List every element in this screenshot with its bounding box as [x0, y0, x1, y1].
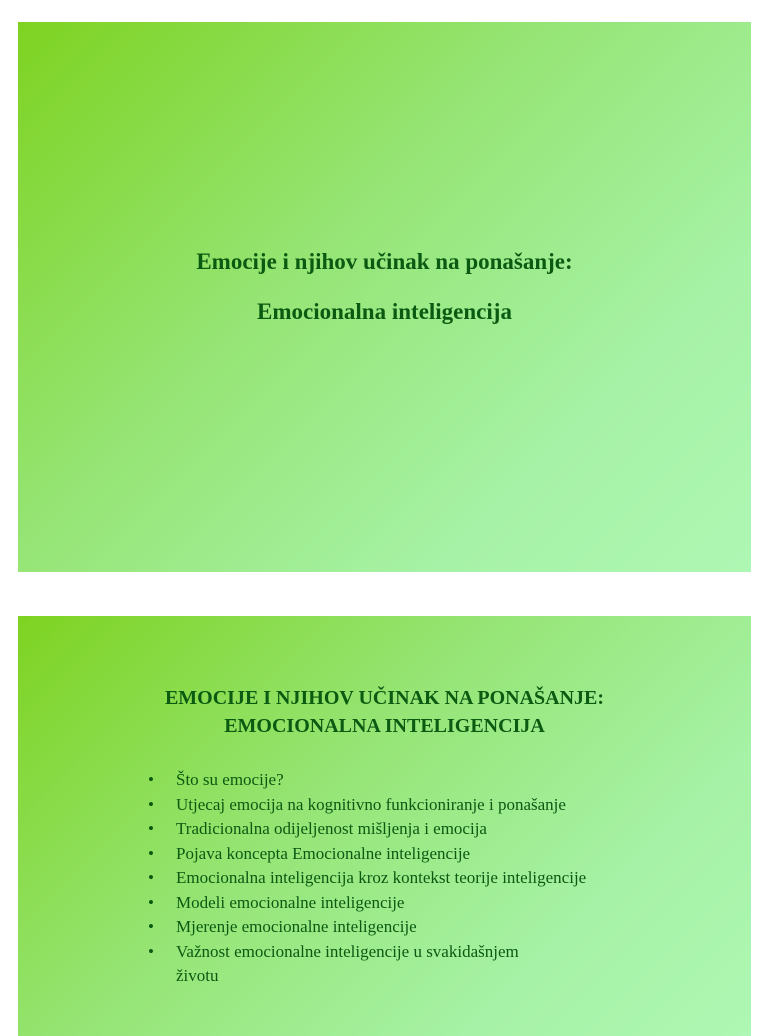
bullet-list [148, 768, 708, 989]
bullet-icon: • [148, 868, 154, 887]
bullet-icon: • [148, 917, 154, 936]
slide-title-line-2: Emocionalna inteligencija [257, 299, 512, 324]
bullet-icon: • [148, 843, 154, 863]
bullet-icon: • [148, 892, 154, 912]
list-item [148, 940, 708, 989]
list-item-text: Pojava koncepta Emocionalne inteligencije [176, 843, 471, 863]
list-item [148, 891, 708, 916]
bullet-icon: • [148, 770, 154, 789]
list-item [148, 842, 708, 867]
list-item [148, 817, 708, 842]
list-item-text: Tradicionalna odijeljenost mišljenja i emocija [176, 819, 487, 838]
slide-heading-line-2: EMOCIONALNA INTELIGENCIJA [224, 715, 545, 737]
agenda-slide [18, 616, 751, 1036]
title-slide [18, 22, 751, 572]
bullet-icon: • [148, 794, 154, 814]
bullet-icon: • [148, 941, 154, 961]
list-item [148, 915, 708, 940]
list-item-text: Modeli emocionalne inteligencije [176, 892, 405, 912]
bullet-icon: • [148, 819, 154, 838]
list-item-text: Što su emocije? [176, 770, 284, 789]
list-item [148, 768, 708, 793]
list-item-text: Mjerenje emocionalne inteligencije [176, 917, 417, 936]
list-item-text-continuation: životu [176, 966, 219, 985]
list-item [148, 793, 708, 818]
slide-heading-line-1: EMOCIJE I NJIHOV UČINAK NA PONAŠANJE: [164, 687, 605, 709]
list-item [148, 866, 708, 891]
list-item-text: Važnost emocionalne inteligencije u svakidašnjem [176, 941, 519, 961]
list-item-text: Utjecaj emocija na kognitivno funkcioniranje i ponašanje [176, 794, 566, 814]
slide-title-line-1: Emocije i njihov učinak na ponašanje: [196, 249, 573, 274]
list-item-text: Emocionalna inteligencija kroz kontekst teorije inteligencije [176, 868, 587, 887]
